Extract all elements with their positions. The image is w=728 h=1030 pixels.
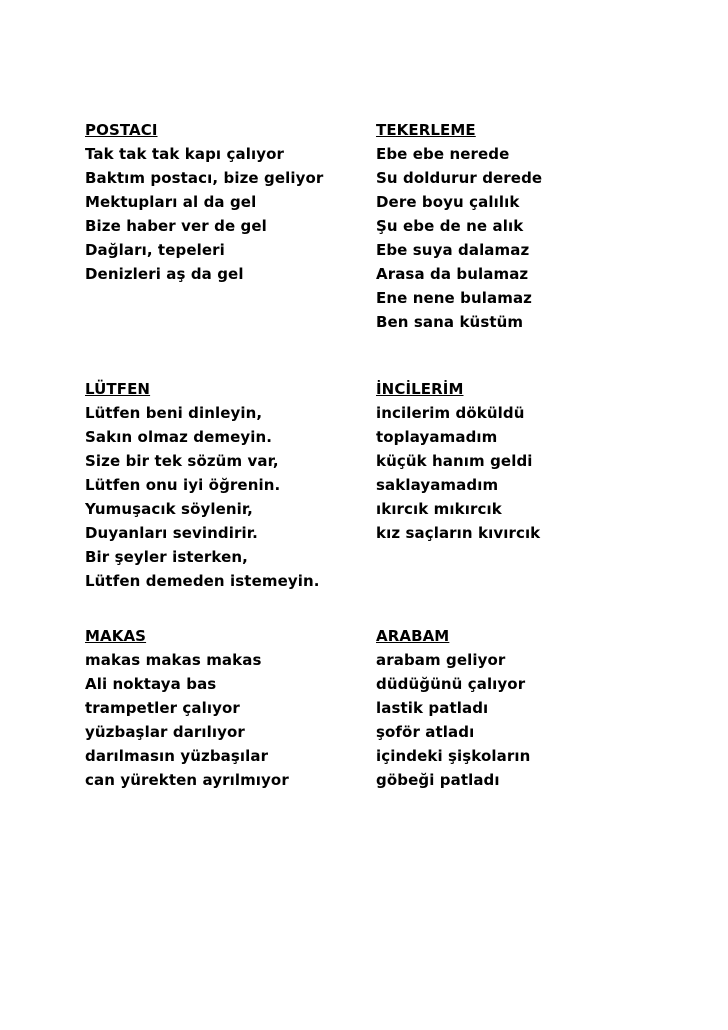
poem-makas — [85, 624, 375, 792]
poem-line: incilerim döküldü — [376, 404, 525, 422]
poem-line: trampetler çalıyor — [85, 699, 240, 717]
poem-line: Ene nene bulamaz — [376, 289, 533, 307]
poem-title: TEKERLEME — [376, 121, 476, 139]
poem-line: Dağları, tepeleri — [85, 241, 225, 259]
poem-line: Ali noktaya bas — [85, 675, 217, 693]
poem-line: Arasa da bulamaz — [376, 265, 529, 283]
poem-line: Mektupları al da gel — [85, 193, 257, 211]
poem-line: Bize haber ver de gel — [85, 217, 267, 235]
poem-postaci — [85, 118, 375, 286]
poem-line: ıkırcık mıkırcık — [376, 500, 502, 518]
poem-line: Duyanları sevindirir. — [85, 524, 258, 542]
poem-title: İNCİLERİM — [376, 380, 464, 398]
poem-line: Bir şeyler isterken, — [85, 548, 248, 566]
poem-line: düdüğünü çalıyor — [376, 675, 526, 693]
poem-line: kız saçların kıvırcık — [376, 524, 541, 542]
poem-line: Lütfen onu iyi öğrenin. — [85, 476, 281, 494]
poem-title: LÜTFEN — [85, 380, 151, 398]
poem-incilerim — [376, 377, 666, 545]
poem-line: Lütfen demeden istemeyin. — [85, 572, 320, 590]
poem-tekerleme — [376, 118, 666, 334]
poem-line: Baktım postacı, bize geliyor — [85, 169, 324, 187]
poem-line: Size bir tek sözüm var, — [85, 452, 279, 470]
poem-line: Ebe suya dalamaz — [376, 241, 530, 259]
poem-line: Tak tak tak kapı çalıyor — [85, 145, 284, 163]
poem-arabam — [376, 624, 666, 792]
poem-line: Yumuşacık söylenir, — [85, 500, 253, 518]
poem-lutfen — [85, 377, 375, 593]
poem-line: şoför atladı — [376, 723, 475, 741]
poem-line: lastik patladı — [376, 699, 489, 717]
poem-title: POSTACI — [85, 121, 158, 139]
poem-line: içindeki şişkoların — [376, 747, 531, 765]
poem-line: arabam geliyor — [376, 651, 506, 669]
poem-line: makas makas makas — [85, 651, 262, 669]
poem-line: Lütfen beni dinleyin, — [85, 404, 263, 422]
poem-line: saklayamadım — [376, 476, 499, 494]
poem-line: göbeği patladı — [376, 771, 500, 789]
poem-line: Ebe ebe nerede — [376, 145, 510, 163]
poem-line: Sakın olmaz demeyin. — [85, 428, 273, 446]
poem-line: Şu ebe de ne alık — [376, 217, 524, 235]
poem-line: darılmasın yüzbaşılar — [85, 747, 269, 765]
poem-line: toplayamadım — [376, 428, 498, 446]
poem-line: Ben sana küstüm — [376, 313, 524, 331]
poem-line: Denizleri aş da gel — [85, 265, 244, 283]
poem-line: yüzbaşlar darılıyor — [85, 723, 245, 741]
poem-title: ARABAM — [376, 627, 450, 645]
poem-line: Su doldurur derede — [376, 169, 543, 187]
poem-title: MAKAS — [85, 627, 147, 645]
poem-line: Dere boyu çalılık — [376, 193, 520, 211]
poem-line: küçük hanım geldi — [376, 452, 533, 470]
poem-line: can yürekten ayrılmıyor — [85, 771, 289, 789]
